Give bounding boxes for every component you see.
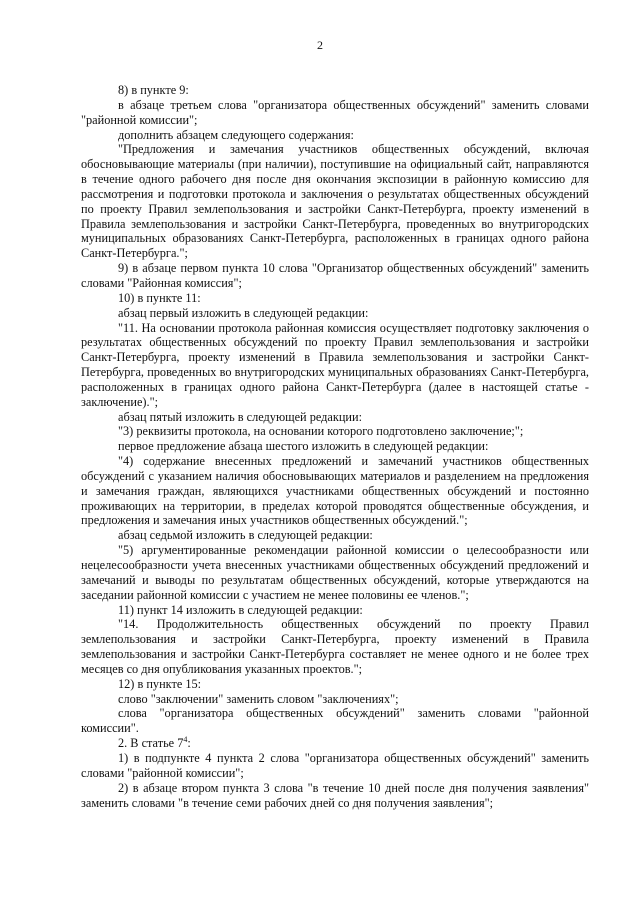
paragraph: абзац седьмой изложить в следующей редакции:	[118, 528, 373, 543]
article-heading-suffix: :	[187, 736, 191, 751]
document-body	[81, 83, 589, 810]
paragraph: в абзаце третьем слова "организатора общественных обсуждений" заменить словами "районной комиссии";	[81, 97, 589, 127]
paragraph: "Предложения и замечания участников общественных обсуждений, включая обосновывающие материалы (при наличии), поступившие на официальный сайт, направляются в течение одного рабочего дня после дня окончания экспозиции в районную комиссию для рассмотрения и подготовки протокола и заключения о результатах общественных обсуждений по проекту Правил землепользования и застройки Санкт-Петербурга, проекту изменений в Правила землепользования и застройки Санкт-Петербурга, проведенных во внутригородских муниципальных образованиях Санкт-Петербурга, расположенных в границах одного района Санкт-Петербурга.";	[81, 142, 589, 261]
page-number: 2	[317, 38, 323, 52]
paragraph: 9) в абзаце первом пункта 10 слова "Организатор общественных обсуждений" заменить словами "Районная комиссия";	[81, 261, 589, 290]
paragraph: абзац пятый изложить в следующей редакции:	[118, 409, 362, 424]
article-heading	[81, 736, 589, 751]
paragraph: абзац первый изложить в следующей редакции:	[118, 305, 369, 320]
paragraph: "11. На основании протокола районная комиссия осуществляет подготовку заключения о результатах общественных обсуждений по проекту Правил землепользования и застройки Санкт-Петербурга, проекту изменений в Правила землепользования и застройки Санкт-Петербурга, проведенных во внутригородских муниципальных образованиях Санкт-Петербурга, расположенных в границах одного района Санкт-Петербурга (далее в настоящей статье - заключение).";	[81, 320, 589, 409]
paragraph: "5) аргументированные рекомендации районной комиссии о целесообразности или нецелесообразности учета внесенных участниками общественных обсуждений предложений и замечаний и выводы по результатам общественных обсуждений, которые утверждаются на заседании районной комиссии с участием не менее половины ее членов.";	[81, 543, 589, 602]
paragraph: 12) в пункте 15:	[118, 676, 202, 691]
paragraph: слово "заключении" заменить словом "заключениях";	[118, 691, 399, 706]
paragraph: 2) в абзаце втором пункта 3 слова "в течение 10 дней после дня получения заявления" заменить словами "в течение семи рабочих дней со дня получения заявления";	[81, 780, 589, 810]
paragraph: слова "организатора общественных обсуждений" заменить словами "районной комиссии".	[81, 706, 589, 736]
paragraph: 11) пункт 14 изложить в следующей редакции:	[118, 602, 363, 617]
paragraph: "14. Продолжительность общественных обсуждений по проекту Правил землепользования и застройки Санкт-Петербурга, проекту изменений в Правила землепользования и застройки Санкт-Петербурга составляет не менее одного и не более трех месяцев со дня опубликования указанных проектов.";	[81, 617, 589, 676]
article-heading-text: 2. В статье 7	[118, 736, 184, 751]
paragraph: "3) реквизиты протокола, на основании которого подготовлено заключение;";	[118, 424, 524, 439]
paragraph: 8) в пункте 9:	[118, 83, 189, 97]
paragraph: "4) содержание внесенных предложений и замечаний участников общественных обсуждений с указанием наличия обосновывающих материалов и разделением на предложения и замечания граждан, являющихся участниками общественных обсуждений и постоянно проживающих на территории, в пределах которой проводятся общественные обсуждения, и предложения и замечания иных участников общественных обсуждений.";	[81, 454, 589, 528]
paragraph: первое предложение абзаца шестого изложить в следующей редакции:	[118, 439, 489, 454]
article-superscript: 4	[183, 735, 188, 745]
paragraph: дополнить абзацем следующего содержания:	[118, 127, 354, 142]
paragraph: 1) в подпункте 4 пункта 2 слова "организатора общественных обсуждений" заменить словами "районной комиссии";	[81, 750, 589, 780]
paragraph: 10) в пункте 11:	[118, 290, 201, 305]
